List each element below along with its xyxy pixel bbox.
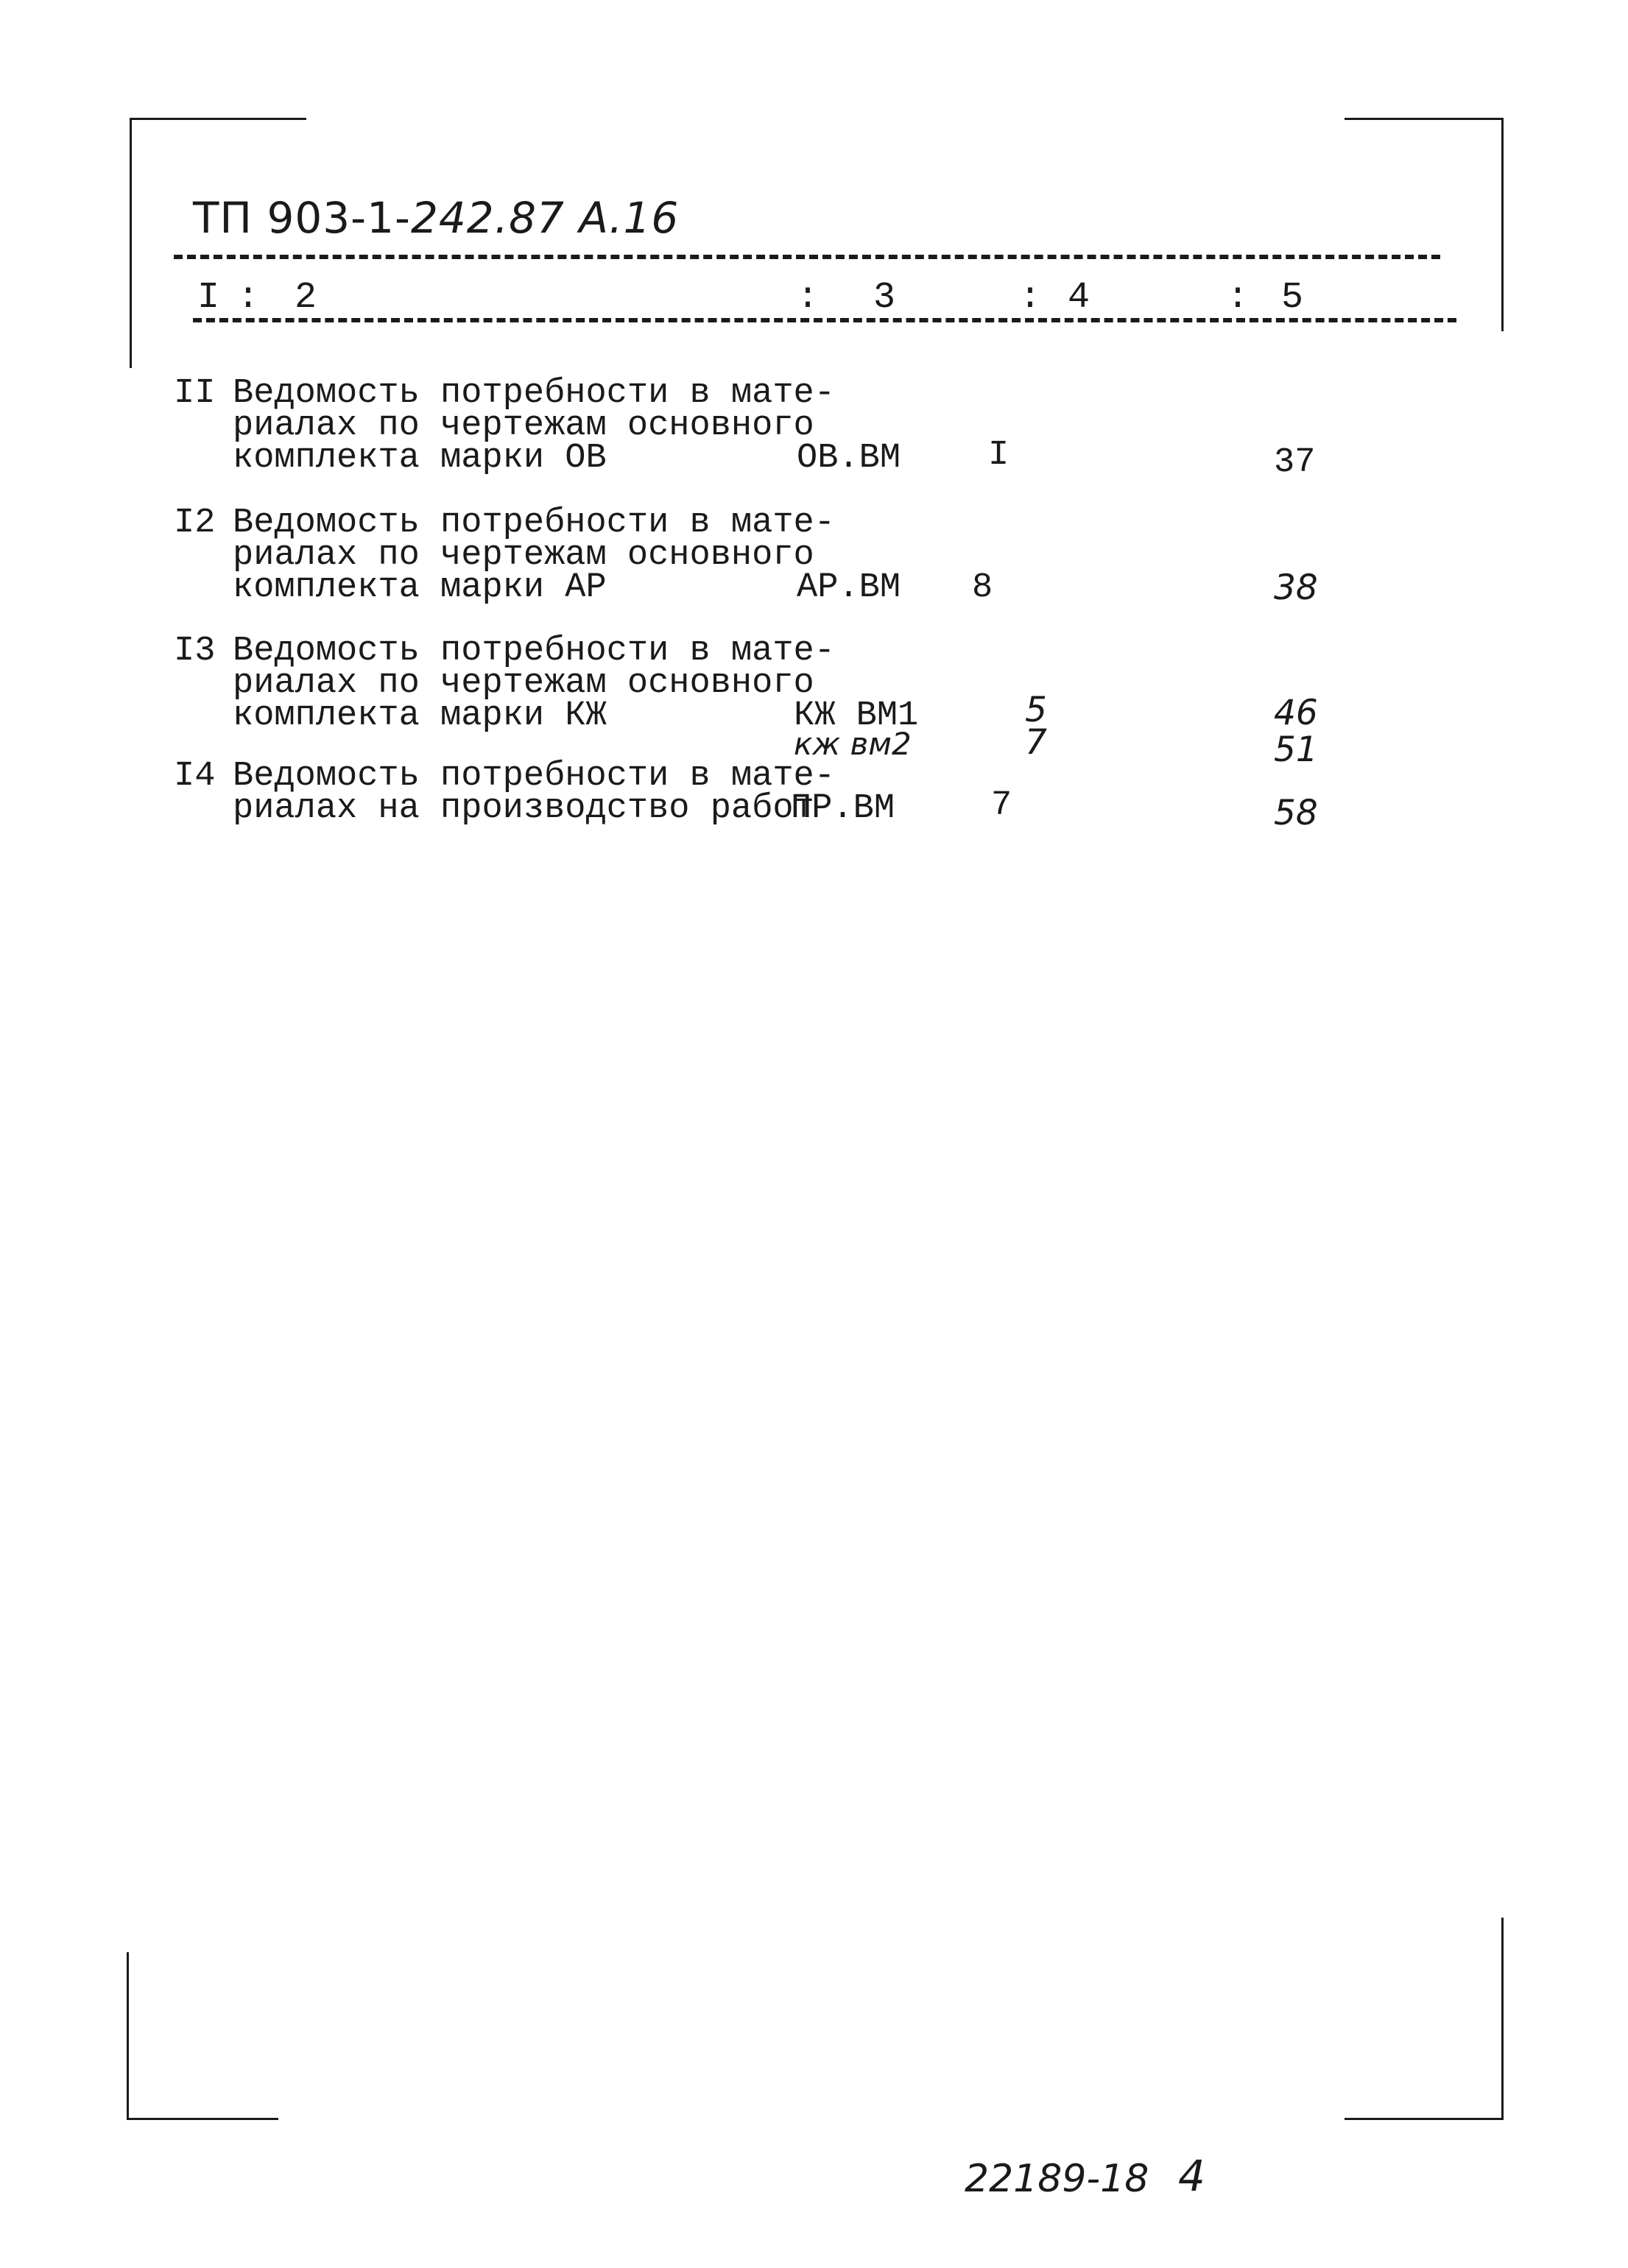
column-number-5: 5: [1281, 277, 1304, 319]
row-page: 37: [1274, 443, 1316, 482]
row-title-line-3: комплекта марки КЖ: [233, 696, 607, 735]
column-number-4: 4: [1068, 277, 1090, 319]
column-separator-1: :: [237, 277, 260, 319]
row-title-line-2: риалах по чертежам основного: [233, 406, 814, 445]
row-mark: АР.ВМ: [797, 568, 901, 607]
row-title-line-2: риалах на производство работ: [233, 789, 814, 828]
row-title-line-3: комплекта марки АР: [233, 568, 607, 607]
row-title-line-1: Ведомость потребности в мате-: [233, 504, 835, 543]
frame-top-right-v: [1501, 118, 1504, 331]
row-number: II: [174, 374, 216, 413]
row-title-line-1: Ведомость потребности в мате-: [233, 374, 835, 413]
frame-top-left-v: [130, 118, 132, 368]
column-number-3: 3: [873, 277, 896, 319]
row-mark: ПР.ВМ: [791, 789, 895, 828]
frame-bottom-left-h: [127, 2118, 278, 2120]
document-code-typed: ТП 903-1-: [193, 193, 411, 243]
row-sheets: 7: [991, 786, 1012, 825]
frame-top-right-h: [1345, 118, 1504, 120]
row-number: I4: [174, 757, 216, 796]
header-dashed-rule: [174, 255, 1440, 259]
row-sheets: I: [988, 436, 1009, 475]
row-mark-2: кж вм2: [794, 726, 912, 762]
column-separator-3: :: [1019, 277, 1042, 319]
frame-bottom-left-v: [127, 1952, 129, 2120]
column-separator-2: :: [797, 277, 820, 319]
frame-top-left-h: [130, 118, 306, 120]
column-number-1: I: [197, 277, 220, 319]
row-page: 38: [1274, 568, 1318, 608]
frame-bottom-right-v: [1501, 1918, 1504, 2120]
row-number: I3: [174, 632, 216, 671]
document-code: [193, 193, 679, 243]
row-page-2: 51: [1274, 729, 1318, 770]
row-sheets-2: 7: [1025, 722, 1047, 763]
row-mark: КЖ ВМ1: [794, 696, 919, 735]
row-sheets: 5: [1025, 690, 1047, 730]
column-number-2: 2: [295, 277, 317, 319]
row-title-line-1: Ведомость потребности в мате-: [233, 757, 835, 796]
row-title-line-2: риалах по чертежам основного: [233, 536, 814, 575]
frame-bottom-right-h: [1345, 2118, 1504, 2120]
row-title-line-1: Ведомость потребности в мате-: [233, 632, 835, 671]
column-separator-4: :: [1227, 277, 1250, 319]
inventory-number: 22189-18: [965, 2157, 1149, 2201]
document-code-handwritten: 242.87 А.16: [410, 193, 680, 243]
row-title-line-2: риалах по чертежам основного: [233, 664, 814, 703]
sheet-number: 4: [1178, 2151, 1205, 2201]
row-title-line-3: комплекта марки ОВ: [233, 439, 607, 478]
row-mark: ОВ.ВМ: [797, 439, 901, 478]
row-page: 46: [1274, 693, 1318, 733]
row-sheets: 8: [972, 568, 993, 607]
row-number: I2: [174, 504, 216, 543]
row-page: 58: [1274, 793, 1318, 833]
column-header-dashed-rule: [193, 318, 1456, 322]
